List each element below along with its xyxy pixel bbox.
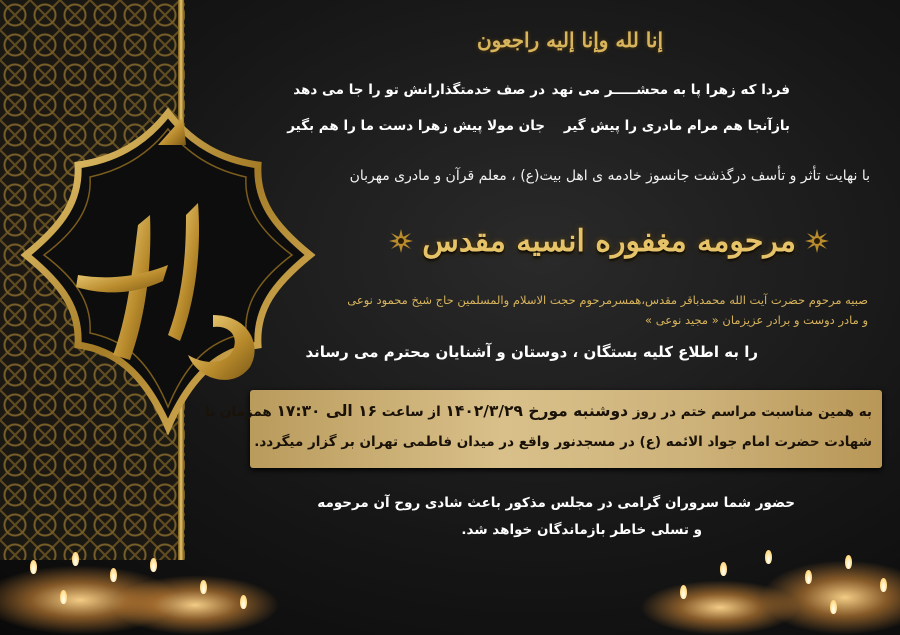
candle-glow <box>110 575 280 635</box>
poem-line-1-right: فردا که زهرا پا به محشـــــر می نهد <box>551 82 790 98</box>
relation-line-1: صبیه مرحوم حضرت آیت الله محمدباقر مقدس،همسرمرحوم حجت الاسلام والمسلمین حاج شیخ محمود نوعی <box>347 293 868 307</box>
candle-flame-icon <box>30 560 37 574</box>
flower-ornament-icon <box>804 228 830 254</box>
ceremony-date: دوشنبه مورخ ۱۴۰۲/۳/۲۹ <box>445 402 629 420</box>
ceremony-part-2: از ساعت <box>381 404 441 420</box>
candle-flame-icon <box>240 595 247 609</box>
candle-flame-icon <box>845 555 852 569</box>
flower-ornament-icon <box>388 228 414 254</box>
candle-flame-icon <box>150 558 157 572</box>
ceremony-time: ۱۶ الی ۱۷:۳۰ <box>276 402 378 420</box>
ceremony-info-box <box>205 390 882 468</box>
quran-verse-calligraphy: إنا لله وإنا إليه راجعون <box>476 28 664 52</box>
announcement-text: را به اطلاع کلیه بستگان ، دوستان و آشنایان محترم می رساند <box>305 343 758 361</box>
candle-flame-icon <box>765 550 772 564</box>
candle-flame-icon <box>680 585 687 599</box>
closing-line-2: و تسلی خاطر بازماندگان خواهد شد. <box>461 522 702 538</box>
ceremony-line-1 <box>205 402 872 420</box>
deceased-name: مرحومه مغفوره انسیه مقدس <box>422 223 796 259</box>
candle-flame-icon <box>720 562 727 576</box>
relation-line-2: و مادر دوست و برادر عزیزمان « مجید نوعی » <box>645 313 868 327</box>
candle-flame-icon <box>72 552 79 566</box>
poem-line-2-right: بازآنجا هم مرام مادری را پیش گیر <box>563 118 790 134</box>
closing-line-1: حضور شما سروران گرامی در مجلس مذکور باعث شادی روح آن مرحومه <box>317 495 795 511</box>
candle-flame-icon <box>60 590 67 604</box>
ceremony-line-2: شهادت حضرت امام جواد الائمه (ع) در مسجدنور واقع در میدان فاطمی تهران بر گزار میگردد. <box>254 434 872 450</box>
name-banner <box>388 218 830 264</box>
calligraphy-emblem <box>18 105 318 435</box>
candle-flame-icon <box>200 580 207 594</box>
ceremony-part-3: همزمان با <box>205 404 272 420</box>
poem-line-1-left: در صف خدمتگذارانش تو را جا می دهد <box>293 82 545 98</box>
poem-line-2-left: جان مولا پیش زهرا دست ما را هم بگیر <box>287 118 545 134</box>
candle-flame-icon <box>880 578 887 592</box>
candle-flame-icon <box>805 570 812 584</box>
candles-decoration <box>0 540 900 635</box>
candle-flame-icon <box>110 568 117 582</box>
ceremony-part-1: به همین مناسبت مراسم ختم در روز <box>632 404 872 420</box>
intro-text: با نهایت تأثر و تأسف درگذشت جانسوز خادمه ی اهل بیت(ع) ، معلم قرآن و مادری مهربان <box>349 168 870 184</box>
candle-flame-icon <box>830 600 837 614</box>
